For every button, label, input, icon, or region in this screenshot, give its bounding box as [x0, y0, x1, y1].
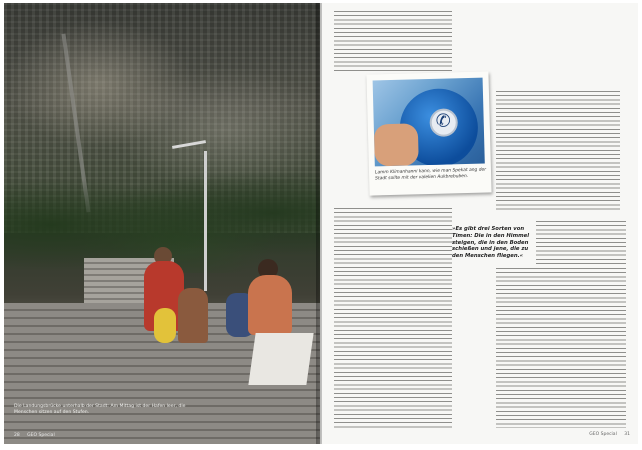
- street-lamp: [204, 151, 207, 291]
- text-column-2-top: [496, 91, 620, 213]
- magazine-spread: [4, 3, 638, 444]
- child-figure: [178, 288, 208, 343]
- text-column-2-mid: [536, 221, 626, 265]
- text-column-2-body: [496, 268, 626, 428]
- woman-figure: [248, 275, 292, 335]
- polaroid-caption: Lamm Klimanhanni kann, wie man Spekat ang der Stadt sollte mit der valelien Aukbrebuben.: [374, 167, 487, 181]
- right-page-text: [322, 3, 638, 444]
- right-folio: [512, 432, 630, 437]
- left-page-photo: [4, 3, 320, 444]
- left-folio: [14, 433, 61, 438]
- polaroid-photo: [366, 71, 491, 195]
- pull-quote: »Es gibt drei Sorten von Timen: Die in den Himmel steigen, die in den Boden schießen und jene, die zu den Menschen fliegen.«: [452, 226, 530, 260]
- photo-caption: Die Landungsbrücke unterhalb der Stadt: Am Mittag ist der Hafen leer, die Menschen sitzen auf den Stufen.: [14, 404, 186, 415]
- stone-bench: [248, 333, 313, 385]
- child-yellow: [154, 308, 176, 343]
- page-number: 28: [14, 433, 20, 438]
- magazine-name: GEO Special: [27, 433, 55, 438]
- text-column-1-top: [334, 11, 452, 71]
- phone-icon: ✆: [435, 110, 452, 132]
- text-column-1-body: [334, 208, 452, 430]
- page-number-right: 31: [624, 432, 630, 437]
- hand: [374, 123, 419, 166]
- payphone-image: [373, 78, 485, 167]
- magazine-name-right: GEO Special: [589, 432, 617, 437]
